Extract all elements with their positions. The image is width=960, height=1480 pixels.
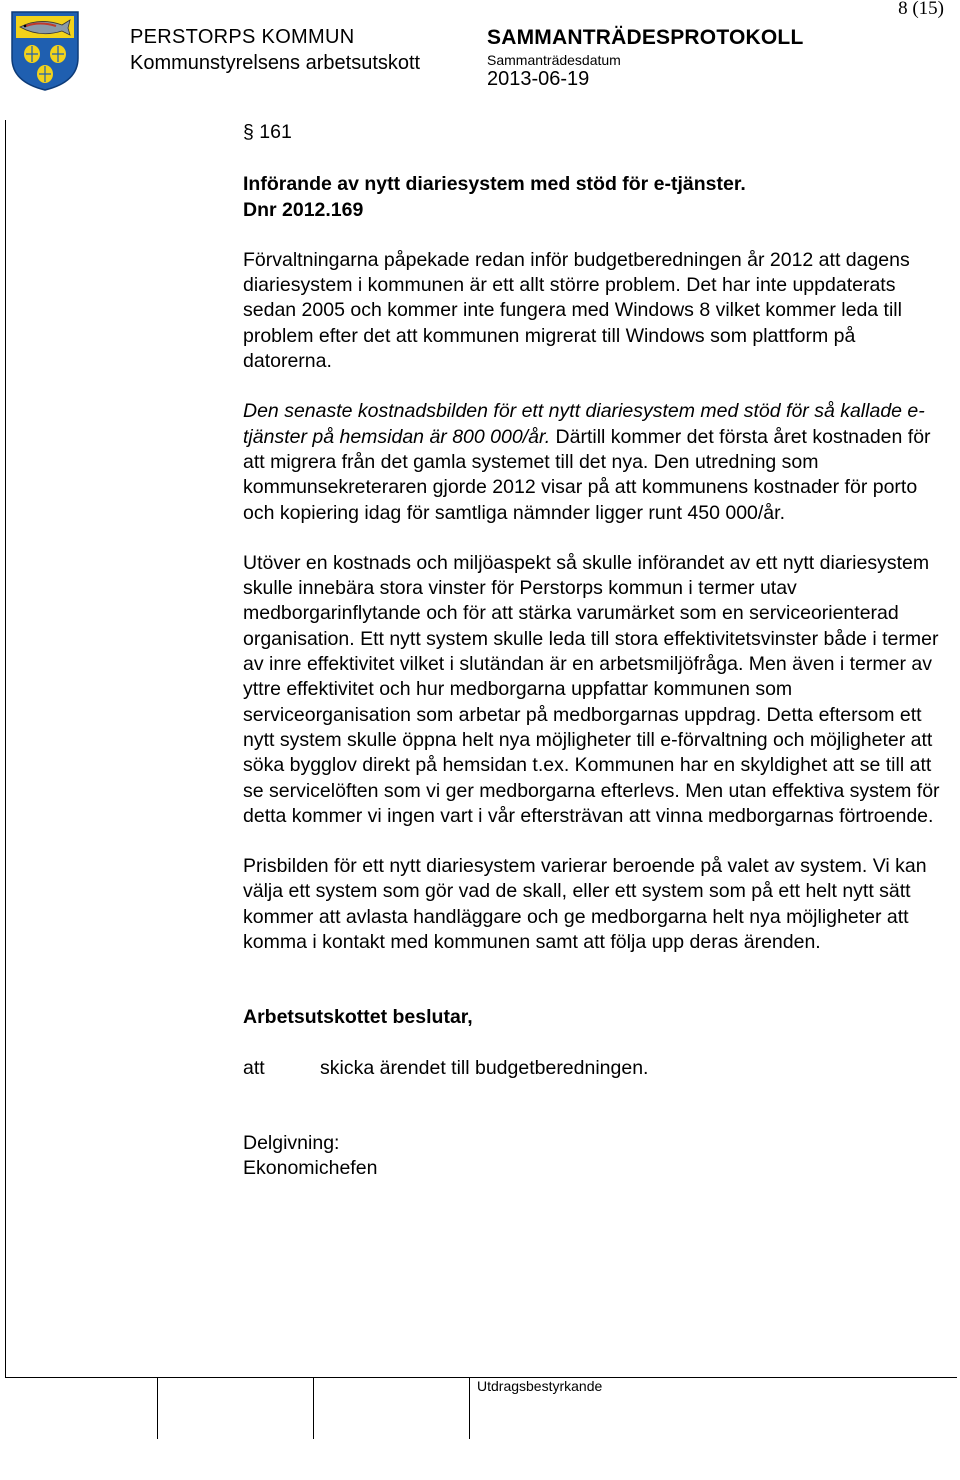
section-title [243, 172, 943, 223]
decision-heading: Arbetsutskottet beslutar, [243, 1006, 473, 1029]
signature-box-divider [313, 1377, 314, 1439]
paragraph-costs [243, 399, 943, 525]
notice-recipient: Ekonomichefen [243, 1157, 378, 1180]
protocol-body [243, 120, 943, 1182]
decision-text: skicka ärendet till budgetberedningen. [320, 1056, 649, 1079]
signature-box-divider [157, 1377, 158, 1439]
notice-label: Delgivning: [243, 1131, 340, 1154]
meeting-date: 2013-06-19 [487, 68, 590, 90]
cost-statement-rest: Därtill kommer det första året kostnaden för att migrera från det gamla systemet till det nya. Den utredning som kommunsekreteraren gjorde 2012 visar på att kommunens kostnader för porto och kopiering idag för samtliga nämnder ligger runt 450 000/år. [243, 425, 931, 524]
case-number: Dnr 2012.169 [243, 198, 364, 221]
section-title-text: Införande av nytt diariesystem med stöd för e-tjänster. [243, 173, 746, 196]
decision-item [243, 1056, 943, 1081]
municipal-crest-icon [10, 10, 80, 92]
organization-name: PERSTORPS KOMMUN [130, 26, 355, 48]
left-margin-line [5, 120, 6, 1378]
paragraph-background: Förvaltningarna påpekade redan inför budgetberedningen år 2012 att dagens diariesystem i kommunen är ett allt större problem. Det har inte uppdaterats sedan 2005 och kommer inte fungera med Windows 8 vilket kommer leda till problem efter det att kommunen migrerat till Windows som plattform på datorerna. [243, 248, 910, 373]
paragraph-benefits: Utöver en kostnads och miljöaspekt så skulle införandet av ett nytt diariesystem skulle innebära stora vinster för Perstorps kommun i termer utav medborgarinflytande och för att stärka varumärket som en serviceorienterad organisation. Ett nytt system skulle leda till stora effektivitetsvinster både i termer av inre effektivitet vilket i slutändan är en arbetsmiljöfråga. Men även i termer av yttre effektivitet och hur medborgarna uppfattar kommunen som serviceorganisation som arbetar på medborgarnas uppdrag. Detta eftersom ett nytt system skulle öppna helt nya möjligheter till e-förvaltning och möjligheter att söka bygglov direkt på hemsidan t.ex. Kommunen har en skyldighet att se till att se servicelöften som vi ger medborgarna efterlevs. Men utan effektiva system för detta kommer vi ingen vart i vår eftersträvan att vinna medborgarnas förtroende. [243, 551, 940, 827]
signature-box-divider [469, 1377, 470, 1439]
certification-label: Utdragsbestyrkande [477, 1378, 603, 1394]
page-number: 8 (15) [898, 0, 944, 19]
decision-prefix: att [243, 1056, 265, 1079]
document-type: SAMMANTRÄDESPROTOKOLL [487, 26, 804, 49]
committee-name: Kommunstyrelsens arbetsutskott [130, 52, 421, 74]
paragraph-pricing: Prisbilden för ett nytt diariesystem varierar beroende på valet av system. Vi kan välja ett system som gör vad de skall, eller ett system som på ett helt nytt sätt kommer att avlasta handläggare och ge medborgarna helt nya möjligheter att komma i kontakt med kommunen samt att följa upp deras ärenden. [243, 855, 927, 954]
notice-block [243, 1131, 943, 1182]
section-number: § 161 [243, 121, 292, 143]
meeting-date-label: Sammanträdesdatum [487, 52, 621, 68]
cost-statement-italic: Den senaste kostnadsbilden för ett nytt diariesystem med stöd för så kallade e-tjänster på hemsidan är 800 000/år. [243, 400, 925, 448]
